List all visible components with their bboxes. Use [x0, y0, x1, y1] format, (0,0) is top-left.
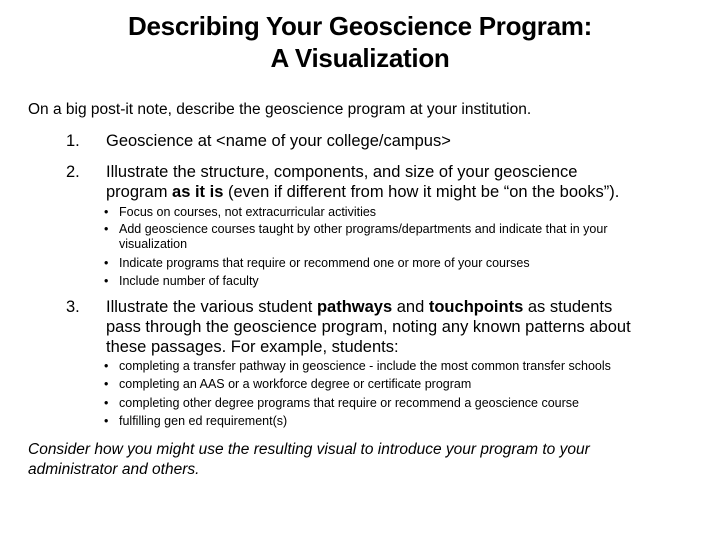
item-line — [106, 297, 706, 317]
title-line-2: A Visualization — [270, 43, 450, 73]
text-run: (even if different from how it might be “on the books”). — [223, 183, 620, 201]
bullet-text: Add geoscience courses taught by other programs/departments and indicate that in your — [119, 222, 608, 236]
item-line: pass through the geoscience program, noting any known patterns about — [106, 318, 631, 336]
bullet-text: Indicate programs that require or recommend one or more of your courses — [119, 256, 530, 270]
bold-text: touchpoints — [428, 298, 524, 316]
closing-line: Consider how you might use the resulting visual to introduce your program to your — [28, 441, 590, 458]
bullet-text: Focus on courses, not extracurricular activities — [119, 205, 377, 219]
bullet-text: completing a transfer pathway in geoscience - include the most common transfer schools — [119, 359, 611, 373]
item-text — [106, 297, 706, 357]
bold-text: as it is — [172, 183, 224, 201]
item-line: these passages. For example, students: — [106, 338, 399, 356]
bullet-icon: • — [104, 205, 109, 219]
item-line — [106, 182, 706, 202]
bold-text: pathways — [316, 298, 393, 316]
item-text — [106, 162, 706, 202]
bullet-text: completing other degree programs that require or recommend a geoscience course — [119, 396, 579, 410]
title-line-1: Describing Your Geoscience Program: — [128, 11, 592, 41]
bullet-text: Include number of faculty — [119, 274, 259, 288]
slide-title — [0, 10, 720, 74]
bullet-text: visualization — [119, 237, 188, 251]
closing-note — [28, 440, 708, 480]
bullet-text: fulfilling gen ed requirement(s) — [119, 414, 288, 428]
bullet-icon: • — [104, 222, 109, 236]
bullet-icon: • — [104, 359, 109, 373]
bullet-icon: • — [104, 274, 109, 288]
item-number: 1. — [66, 132, 80, 150]
bullet-icon: • — [104, 377, 109, 391]
item-text: Geoscience at <name of your college/campus> — [106, 132, 451, 150]
item-number: 3. — [66, 298, 80, 316]
item-number: 2. — [66, 163, 80, 181]
bullet-icon: • — [104, 396, 109, 410]
bullet-icon: • — [104, 256, 109, 270]
bullet-text: completing an AAS or a workforce degree or certificate program — [119, 377, 472, 391]
text-run: program — [106, 183, 173, 201]
bullet-icon: • — [104, 414, 109, 428]
closing-line: administrator and others. — [28, 461, 200, 478]
text-run: and — [392, 298, 429, 316]
intro-text: On a big post-it note, describe the geoscience program at your institution. — [28, 101, 532, 118]
item-line: Illustrate the structure, components, and size of your geoscience — [106, 163, 578, 181]
text-run: Illustrate the various student — [106, 298, 317, 316]
text-run: as students — [523, 298, 613, 316]
